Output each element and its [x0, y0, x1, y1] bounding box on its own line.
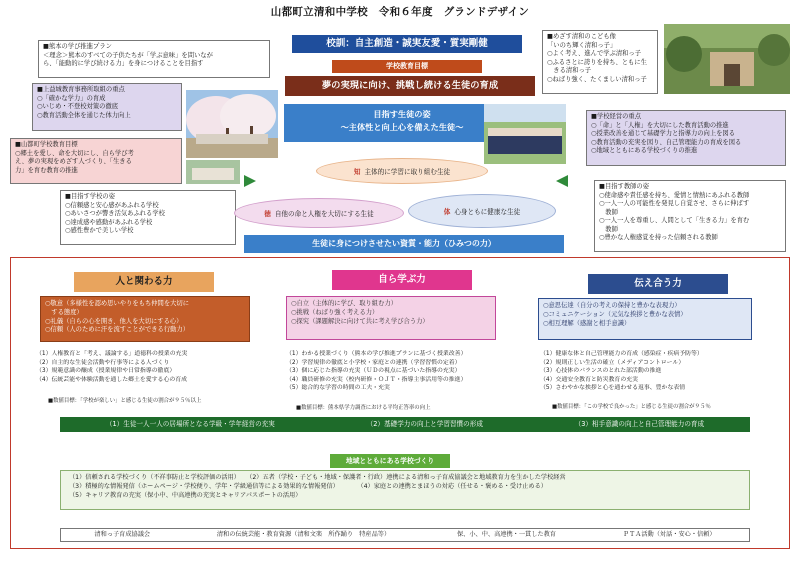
tell-point: ○相互理解（感謝と相手意識）	[543, 319, 631, 327]
relate-item: （3）規範意識の醸成（授業規律や日常指導の徹底）	[36, 368, 176, 375]
learn-item: （5）総合的な学習の時間の工夫・充実	[286, 385, 390, 392]
relate-target: ■数値目標：「学校が楽しい」と感じる生徒の割合が９５％以上	[48, 398, 202, 404]
joueki-line: ○教育活動全体を通じた体力向上	[37, 111, 131, 119]
learn-points	[286, 296, 496, 340]
relate-title: 人と関わる力	[74, 272, 214, 292]
oval-knowledge-kanji: 知	[353, 168, 361, 176]
oval-knowledge	[316, 158, 488, 184]
yamato-policy-line: 力」を育む教育の推進	[15, 166, 78, 174]
joueki-box	[32, 83, 182, 131]
children-ideal-line: ○よく考え、進んで学ぶ清和っ子	[547, 50, 642, 57]
footer-item: 保、小、中、高連携・一貫した教育	[456, 530, 556, 538]
community-line: （3）積極的な情報発信（ホームページ・学校便り、学年・学級通信等による効果的な情報発信） （4）家庭との連携とまほうの対応（任せる・褒める・受け止める）	[69, 482, 547, 490]
relate-point: する態度）	[45, 308, 83, 316]
learn-title: 自ら学ぶ力	[332, 270, 472, 290]
oval-knowledge-text: 主体的に学習に取り組む生徒	[364, 168, 451, 176]
community-title: 地域とともにある学校づくり	[330, 454, 450, 468]
school-ideal-box	[60, 190, 236, 245]
community-box	[60, 470, 750, 510]
students-group-photo	[484, 104, 566, 164]
tell-items	[540, 350, 780, 393]
yamato-policy-line: ○郷土を愛し、命を大切にし、自ら学び考	[15, 149, 134, 157]
tell-point: ○意思伝達（自分の考えの保持と豊かな表現力）	[543, 302, 681, 309]
kumamoto-plan-box	[38, 40, 270, 78]
teacher-ideal-line: ○一人一人の可能性を発見し自覚させ、さらに伸ばす	[599, 200, 750, 207]
management-line: ○地域とともにある学校づくりの推進	[591, 147, 698, 154]
joueki-line: ○「確かな学力」の育成	[37, 94, 106, 102]
management-line: ○「命」と「人権」を大切にした教育活動の推進	[591, 121, 729, 129]
relate-item: （2）自主的な生徒会活動や行事等による人づくり	[36, 359, 170, 366]
learn-item: （4）職員研修の充実（校内研修・ＯＪＴ・指導主事活用等の推進）	[286, 376, 467, 383]
yamato-policy-head: ■山都町学校教育目標	[15, 141, 78, 148]
teacher-ideal-line: ○使命感や責任感を持ち、愛情と情熱にあふれる教師	[599, 191, 750, 199]
learn-item: （1）わかる授業づくり（熊本の学び推進プランに基づく授業改善）	[286, 351, 467, 357]
learn-target: ■数値目標：熊本県学力調査における平均正答率の向上	[296, 405, 431, 411]
oval-virtue-text: 自他の命と人権を大切にする生徒	[274, 210, 374, 218]
kumamoto-plan-line: ＜理念＞熊本のすべての子供たちが「学ぶ意味」を問いなが	[43, 51, 213, 59]
children-ideal-box	[542, 30, 658, 94]
children-ideal-line: きる清和っ子	[547, 67, 592, 74]
school-goal: 夢の実現に向け、挑戦し続ける生徒の育成	[285, 76, 535, 96]
school-gate-photo	[664, 24, 790, 94]
management-box	[586, 110, 786, 166]
school-ideal-line: ○達成感や感動があふれる学校	[65, 218, 153, 226]
school-motto: 校訓：自主創造・誠実友愛・質実剛健	[292, 35, 522, 53]
relate-point: ○礼儀（自らの心を開き、他人を大切にする心）	[45, 317, 183, 325]
children-ideal-line: 「いのち輝く清和っ子」	[547, 41, 617, 49]
management-line: ○教育活動の充実を図り、自己管理能力の育成を図る	[591, 138, 742, 146]
relate-item: （1）人権教育と「考え、議論する」道徳科の授業の充実	[36, 351, 188, 357]
community-line: （1）信頼される学校づくり（不祥事防止と学校評価の活用） （2）五者（学校・子ども・地域・保護者・行政）連携による清和っ子育成協議会と地域教育力を生かした学校経営	[69, 474, 566, 481]
relate-points	[40, 296, 250, 342]
abilities-band: 生徒に身につけさせたい資質・能力（ひみつの力）	[244, 235, 564, 253]
management-head: ■学校経営の重点	[591, 113, 642, 120]
page-title: 山都町立清和中学校 令和６年度 グランドデザイン	[270, 6, 530, 18]
learn-point: ○自立（主体的に学び、取り組む力）	[291, 300, 397, 307]
kumamoto-plan-head: ■熊本の学び推進プラン	[43, 43, 112, 50]
relate-point: ○信頼（人のために汗を流すことができる行動力）	[45, 326, 190, 334]
children-ideal-line: ○ねばり強く、たくましい清和っ子	[547, 75, 647, 83]
teacher-ideal-line: 教師	[599, 225, 618, 233]
learn-items	[286, 350, 526, 393]
footer-item: 清和っ子育成協議会	[94, 530, 151, 538]
cherry-blossom-photo	[186, 90, 278, 158]
children-ideal-line: ○ふるさとに誇りを持ち、ともに生	[547, 58, 647, 66]
kumamoto-plan-line: ら、「能動的に学び続ける力」を身につけることを目指す	[43, 60, 204, 67]
school-ideal-line: ○あいさつが響き活気あふれる学校	[65, 210, 165, 217]
oval-body	[408, 194, 556, 228]
teacher-ideal-box	[594, 180, 786, 252]
tell-title: 伝え合う力	[588, 274, 728, 294]
joueki-line: ○いじめ・不登校対策の徹底	[37, 103, 119, 110]
oval-virtue-kanji: 徳	[264, 210, 271, 218]
oval-virtue	[234, 198, 404, 228]
footer-item: 清和の伝統芸能・教育資源（清和文楽 所作踊り 特産品等）	[216, 530, 391, 538]
goal-label: 学校教育目標	[332, 60, 482, 73]
tell-item: （2）規則正しい生活の確立（メディアコントロール）	[540, 359, 685, 366]
learn-item: （2）学習規律の徹底と小学校・家庭との連携（学習習慣の定着）	[286, 359, 461, 366]
tell-points	[538, 298, 752, 340]
school-building-photo	[186, 160, 240, 184]
management-line: ○授業改善を通じて基礎学力と指導力の向上を図る	[591, 130, 736, 137]
community-line: （5）キャリア教育の充実（保小中、中高連携の充実とキャリアパスポートの活用）	[69, 491, 302, 499]
tell-item: （5）さわやかな挨拶と心を通わせる返事、豊かな表情	[540, 385, 686, 392]
relate-item: （4）伝統芸能や体験活動を通した郷土を愛する心の育成	[36, 376, 188, 383]
learn-point: ○挑戦（ねばり強く考える力）	[291, 308, 379, 316]
priority-item: （3）相手意識の向上と自己管理能力の育成	[574, 420, 705, 429]
joueki-head: ■上益城教育事務所取組の重点	[37, 86, 125, 93]
teacher-ideal-line: ○一人一人を尊重し、人間として「生きる力」を育む	[599, 217, 750, 224]
relate-point: ○敬意（多様性を認め思いやりをもち仲間を大切に	[45, 300, 190, 307]
school-ideal-line: ○信頼感と安心感があふれる学校	[65, 201, 159, 209]
tell-target: ■数値目標：「この学校で良かった」と感じる生徒の割合が９５％	[552, 404, 711, 410]
learn-item: （3）個に応じた指導の充実（ＵＤの視点に基づいた指導の充実）	[286, 368, 461, 375]
footer-item: ＰＴＡ活動（対話・安心・信頼）	[622, 530, 716, 538]
relate-items	[36, 350, 268, 384]
tell-point: ○コミュニケーション（元気な挨拶と豊かな表情）	[543, 310, 687, 318]
tell-item: （3）心技体のバランスのとれた部活動の推進	[540, 368, 662, 375]
priority-item: （1）生徒一人一人の居場所となる学級・学年経営の充実	[105, 420, 275, 429]
teacher-ideal-head: ■目指す教師の姿	[599, 183, 650, 190]
ideal-student-title: 目指す生徒の姿	[373, 109, 431, 119]
oval-body-text: 心身ともに健康な生徒	[454, 208, 521, 216]
teacher-ideal-line: 教師	[599, 208, 618, 216]
teacher-ideal-line: ○豊かな人権感覚を持った信頼される教師	[599, 234, 718, 241]
arrow-left-icon	[556, 175, 568, 187]
school-ideal-line: ○感性豊かで美しい学校	[65, 227, 134, 234]
footer-bar	[60, 528, 750, 542]
ideal-student-subtitle: ～主体性と向上心を備えた生徒～	[340, 121, 464, 132]
yamato-policy-box	[10, 138, 182, 184]
yamato-policy-line: え、夢の実現をめざす人づくり、「生きる	[15, 158, 132, 165]
school-ideal-head: ■目指す学校の姿	[65, 193, 116, 200]
priorities-bar	[60, 417, 750, 432]
arrow-right-icon	[244, 175, 256, 187]
children-ideal-head: ■めざす清和のこども像	[547, 33, 616, 40]
learn-point: ○探究（課題解決に向けて共に考え学び合う力）	[291, 317, 429, 325]
oval-body-kanji: 体	[443, 208, 451, 216]
tell-item: （1）健康な体と自己管理能力の育成（感染症・疾病予防等）	[540, 351, 703, 357]
priority-item: （2）基礎学力の向上と学習習慣の形成	[366, 420, 483, 429]
tell-item: （4）交通安全教育と防災教育の充実	[540, 376, 638, 383]
